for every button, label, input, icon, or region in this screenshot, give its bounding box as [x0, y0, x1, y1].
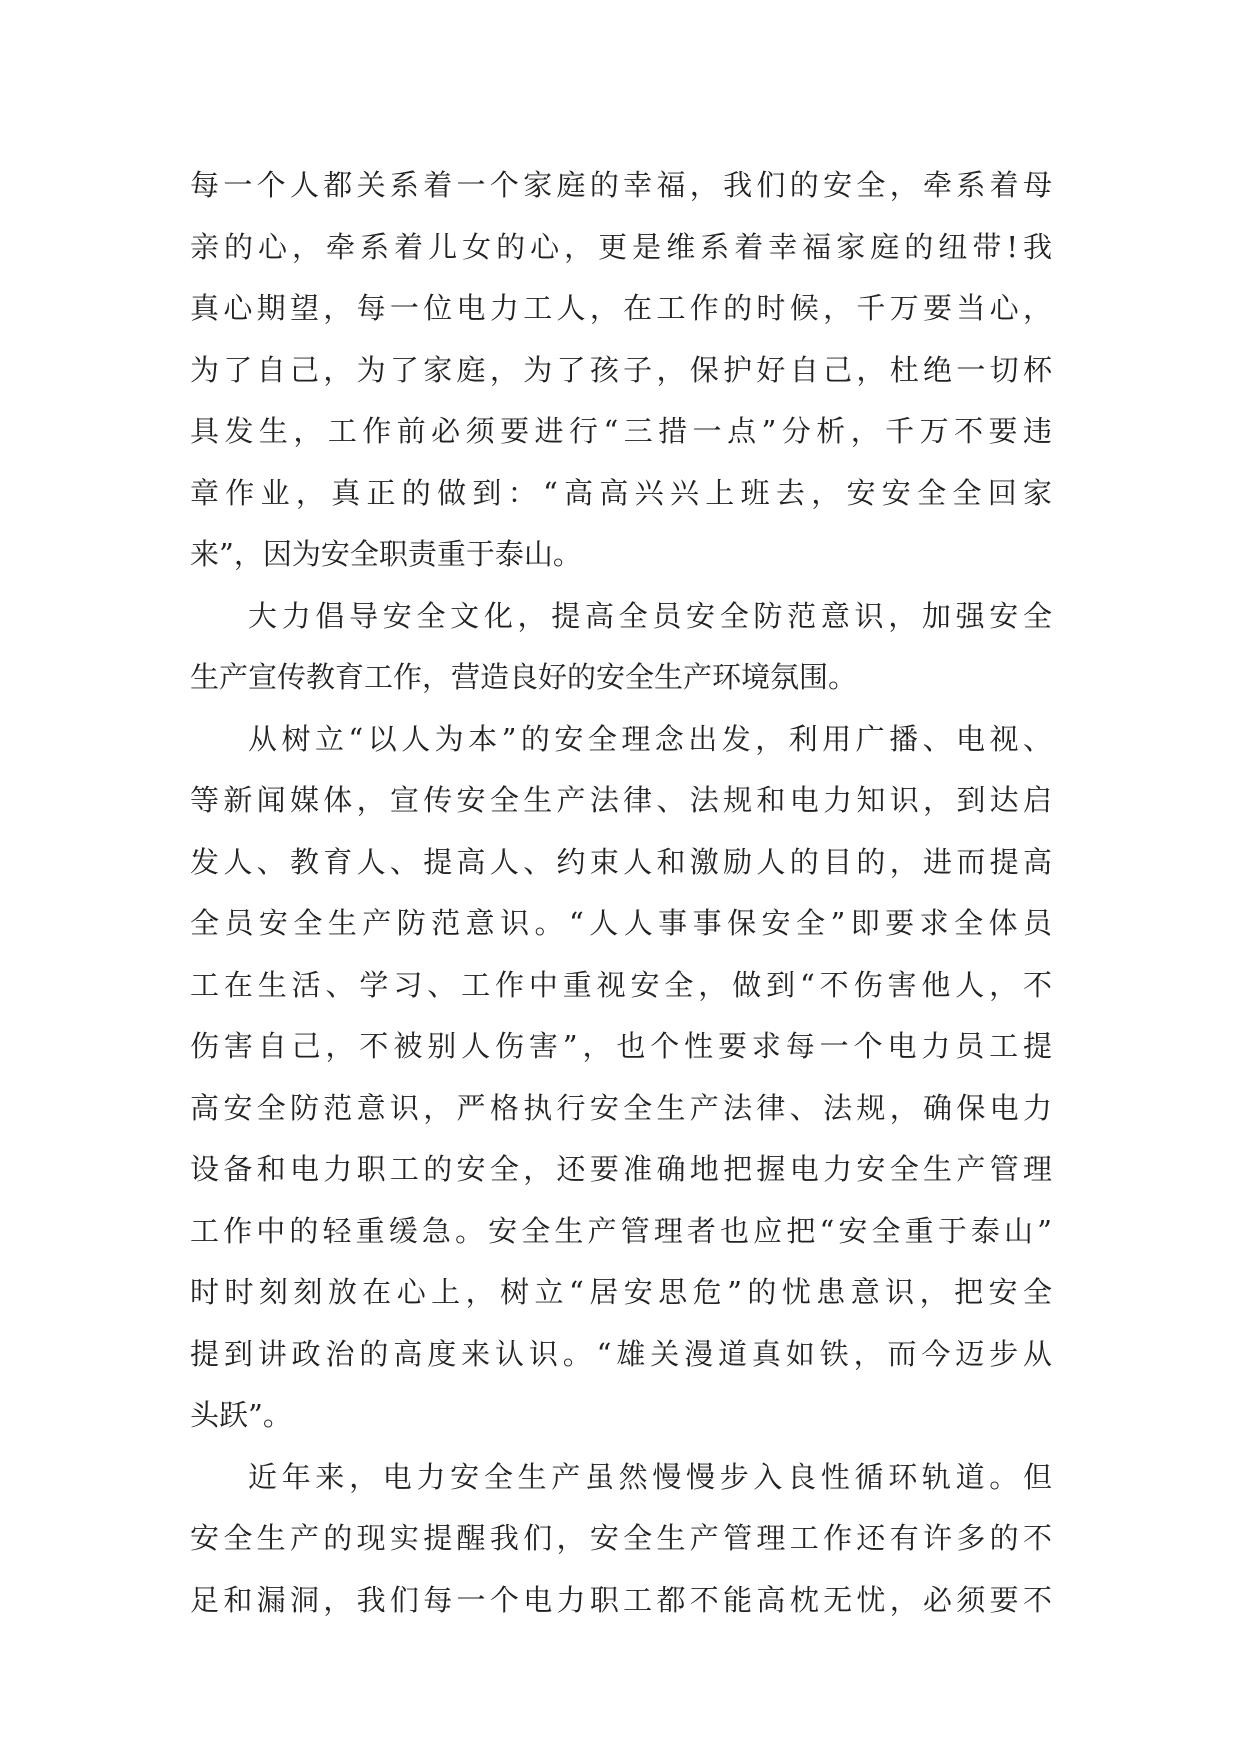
text-line: 工作中的轻重缓急。安全生产管理者也应把“安全重于泰山”	[190, 1213, 1052, 1248]
text-line: 发人、教育人、提高人、约束人和激励人的目的，进而提高	[190, 844, 1052, 879]
text-line: 近年来，电力安全生产虽然慢慢步入良性循环轨道。但	[248, 1459, 1052, 1494]
text-line: 工在生活、学习、工作中重视安全，做到“不伤害他人，不	[190, 967, 1052, 1002]
text-line: 提到讲政治的高度来认识。“雄关漫道真如铁，而今迈步从	[190, 1336, 1052, 1371]
text-line: 从树立“以人为本”的安全理念出发，利用广播、电视、	[248, 721, 1052, 756]
body-text	[190, 155, 1052, 1631]
text-line: 足和漏洞，我们每一个电力职工都不能高枕无忧，必须要不	[190, 1582, 1052, 1617]
text-line: 具发生，工作前必须要进行“三措一点”分析，千万不要违	[190, 414, 1052, 448]
text-line: 真心期望，每一位电力工人，在工作的时候，千万要当心，	[190, 291, 1052, 325]
text-line: 来”，因为安全职责重于泰山。	[190, 537, 582, 571]
text-line: 亲的心，牵系着儿女的心，更是维系着幸福家庭的纽带!我	[190, 229, 1052, 264]
text-line: 章作业，真正的做到：“高高兴兴上班去，安安全全回家	[190, 475, 1052, 510]
text-line: 头跃”。	[190, 1398, 292, 1432]
text-line: 设备和电力职工的安全，还要准确地把握电力安全生产管理	[190, 1152, 1052, 1186]
text-line: 大力倡导安全文化，提高全员安全防范意识，加强安全	[248, 598, 1052, 633]
text-line: 时时刻刻放在心上，树立“居安思危”的忧患意识，把安全	[190, 1275, 1052, 1309]
text-line: 为了自己，为了家庭，为了孩子，保护好自己，杜绝一切杯	[190, 352, 1052, 387]
text-line: 高安全防范意识，严格执行安全生产法律、法规，确保电力	[190, 1090, 1052, 1125]
text-line: 安全生产的现实提醒我们，安全生产管理工作还有许多的不	[190, 1521, 1052, 1555]
text-line: 每一个人都关系着一个家庭的幸福，我们的安全，牵系着母	[190, 168, 1052, 202]
text-line: 等新闻媒体，宣传安全生产法律、法规和电力知识，到达启	[190, 783, 1052, 817]
text-line: 生产宣传教育工作，营造良好的安全生产环境氛围。	[190, 660, 858, 694]
text-line: 全员安全生产防范意识。“人人事事保安全”即要求全体员	[190, 906, 1052, 940]
text-line: 伤害自己，不被别人伤害”，也个性要求每一个电力员工提	[190, 1029, 1052, 1063]
